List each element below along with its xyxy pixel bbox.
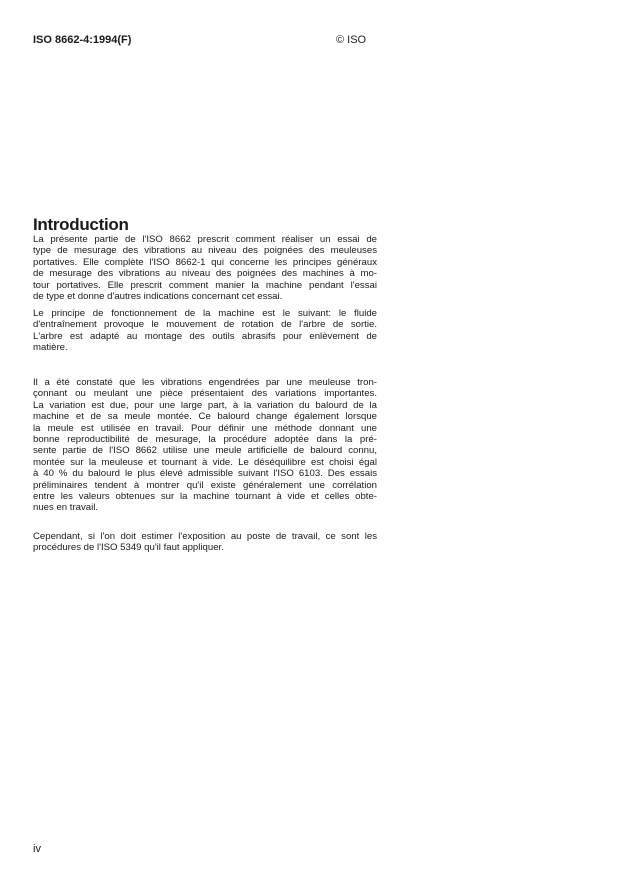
text-line: préliminaires tendent à montrer qu'il existe généralement une corrélation <box>33 479 377 491</box>
text-line: L'arbre est adapté au montage des outils abrasifs pour enlèvement de <box>33 330 377 342</box>
text-line: la meule est utilisée en travail. Pour définir une méthode donnant une <box>33 422 377 434</box>
text-line: type de mesurage des vibrations au niveau des poignées des meuleuses <box>33 245 377 257</box>
text-line: sente partie de l'ISO 8662 utilise une meule artificielle de balourd connu, <box>33 445 377 457</box>
text-line: La variation est due, pour une large part, à la variation du balourd de la <box>33 399 377 411</box>
paragraph-3 <box>33 377 377 514</box>
text-line: de type et donne d'autres indications concernant cet essai. <box>33 290 283 302</box>
paragraph-1 <box>33 234 377 302</box>
text-line: portatives. Elle complète l'ISO 8662-1 qui concerne les principes généraux <box>33 256 377 268</box>
paragraph-2 <box>33 308 377 354</box>
text-line: Le principe de fonctionnement de la machine est le suivant: le fluide <box>33 308 377 319</box>
text-line: Cependant, si l'on doit estimer l'exposition au poste de travail, ce sont les <box>33 531 377 542</box>
copyright: © ISO <box>336 34 367 46</box>
text-line: de mesurage des vibrations au niveau des poignées des machines à mo- <box>33 268 377 280</box>
text-line: çonnant ou meulant une pièce présentaient des variations importantes. <box>33 388 377 400</box>
text-line: montée sur la meuleuse et tournant à vide. Le déséquilibre est choisi égal <box>33 456 377 468</box>
text-line: matière. <box>33 342 68 354</box>
text-line: entre les valeurs obtenues sur la machine tournant à vide et celles obte- <box>33 490 377 502</box>
text-line: Il a été constaté que les vibrations engendrées par une meuleuse tron- <box>33 377 377 388</box>
text-line: nues en travail. <box>33 502 99 514</box>
text-line: machine et de sa meule montée. Ce balourd change également lorsque <box>33 411 377 423</box>
text-line: bonne reproductibilité de mesurage, la procédure adoptée dans la pré- <box>33 433 377 445</box>
text-line: à 40 % du balourd le plus élevé admissible suivant l'ISO 6103. Des essais <box>33 468 377 480</box>
section-title: Introduction <box>33 215 129 234</box>
text-line: procédures de l'ISO 5349 qu'il faut appliquer. <box>33 542 224 554</box>
text-line: La présente partie de l'ISO 8662 prescrit comment réaliser un essai de <box>33 234 377 245</box>
paragraph-4 <box>33 531 377 554</box>
text-line: d'entraînement provoque le mouvement de rotation de l'arbre de sortie. <box>33 319 377 331</box>
page-number: iv <box>33 843 41 855</box>
document-id: ISO 8662-4:1994(F) <box>33 34 132 46</box>
text-line: tour portatives. Elle prescrit comment manier la machine pendant l'essai <box>33 279 377 291</box>
